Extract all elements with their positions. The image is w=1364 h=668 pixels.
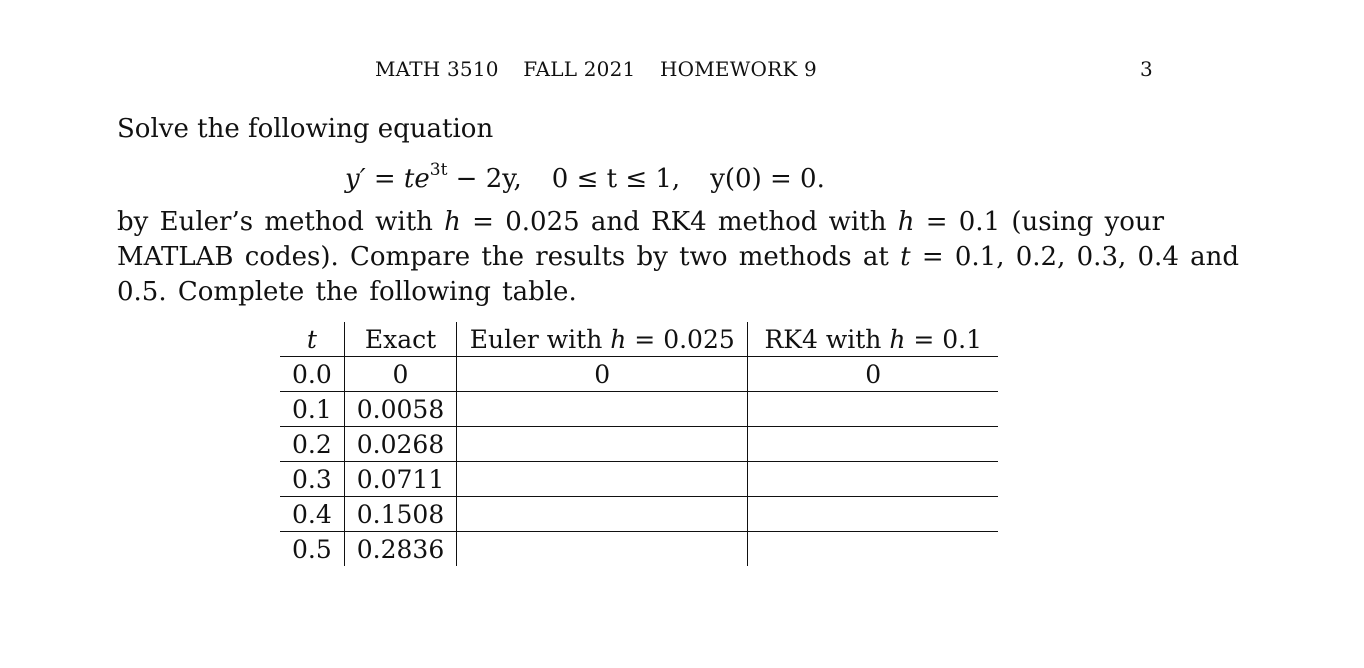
equation-rhs: − 2y, [447, 164, 522, 194]
results-table [280, 322, 998, 566]
cell-t: 0.2 [280, 427, 344, 462]
table-row [280, 427, 998, 462]
cell-rk4[interactable] [748, 462, 999, 497]
paragraph-line-1: by Euler’s method with h = 0.025 and RK4 method with h = 0.1 (using your [117, 207, 1165, 237]
cell-t: 0.4 [280, 497, 344, 532]
problem-paragraph [117, 205, 1240, 310]
course-code: MATH 3510 [375, 57, 499, 81]
cell-rk4[interactable]: 0 [748, 357, 999, 392]
cell-exact: 0.0268 [344, 427, 456, 462]
table-row [280, 392, 998, 427]
differential-equation [345, 160, 825, 194]
cell-rk4[interactable] [748, 532, 999, 567]
equation-lhs: y′ = te [345, 164, 430, 194]
page-number: 3 [1140, 57, 1153, 81]
paragraph-line-3: 0.5. Complete the following table. [117, 277, 577, 307]
table-row [280, 357, 998, 392]
cell-exact: 0.2836 [344, 532, 456, 567]
cell-t: 0.0 [280, 357, 344, 392]
equation-domain: 0 ≤ t ≤ 1, [551, 164, 681, 194]
equation-exponent: 3t [429, 160, 448, 180]
cell-euler[interactable] [457, 462, 748, 497]
cell-rk4[interactable] [748, 392, 999, 427]
cell-euler[interactable] [457, 392, 748, 427]
assignment-title: HOMEWORK 9 [660, 57, 817, 81]
problem-intro: Solve the following equation [117, 114, 494, 144]
table-header-row [280, 322, 998, 357]
cell-euler[interactable] [457, 427, 748, 462]
equation-initial-condition: y(0) = 0. [710, 164, 825, 194]
cell-t: 0.3 [280, 462, 344, 497]
term: FALL 2021 [523, 57, 636, 81]
paragraph-line-2: MATLAB codes). Compare the results by two methods at t = 0.1, 0.2, 0.3, 0.4 and [117, 242, 1240, 272]
cell-t: 0.5 [292, 534, 332, 564]
table-row [280, 497, 998, 532]
header-t: t [280, 322, 344, 357]
cell-exact: 0.0711 [344, 462, 456, 497]
cell-exact: 0.0058 [344, 392, 456, 427]
table-row [280, 462, 998, 497]
cell-exact: 0.1508 [344, 497, 456, 532]
cell-euler[interactable] [457, 497, 748, 532]
header-rk4: RK4 with h = 0.1 [748, 322, 999, 357]
table-row [280, 532, 998, 567]
cell-t: 0.1 [280, 392, 344, 427]
cell-euler[interactable]: 0 [457, 357, 748, 392]
cell-rk4[interactable] [748, 427, 999, 462]
cell-exact: 0 [344, 357, 456, 392]
running-header [375, 57, 835, 81]
header-exact: Exact [344, 322, 456, 357]
header-euler: Euler with h = 0.025 [457, 322, 748, 357]
cell-euler[interactable] [457, 532, 748, 567]
cell-rk4[interactable] [748, 497, 999, 532]
